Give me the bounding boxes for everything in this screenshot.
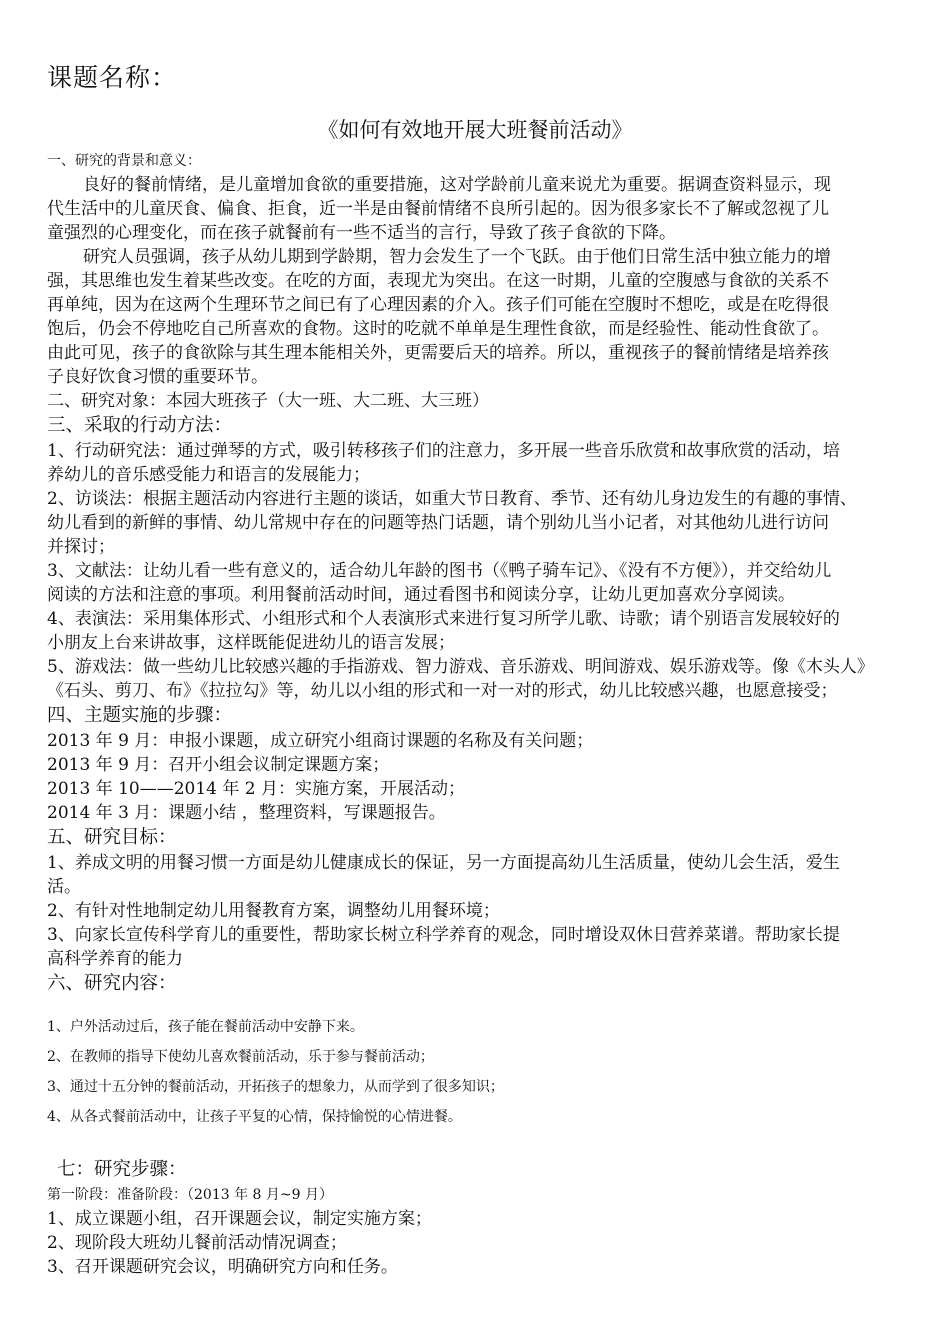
section-4-line: 2013 年 9 月：申报小课题，成立研究小组商讨课题的名称及有关问题；: [47, 731, 594, 751]
section-1-paragraph-2-line: 子良好饮食习惯的重要环节。: [47, 367, 268, 387]
section-3-heading: 三、采取的行动方法：: [47, 415, 233, 436]
section-3-line: 2、访谈法：根据主题活动内容进行主题的谈话，如重大节日教育、季节、还有幼儿身边发生的有趣的事情、: [47, 489, 857, 509]
section-3-line: 3、文献法：让幼儿看一些有意义的，适合幼儿年龄的图书（《鸭子骑车记》、《没有不方便》），并交给幼儿: [47, 561, 832, 581]
section-3-line: 阅读的方法和注意的事项。利用餐前活动时间，通过看图书和阅读分享，让幼儿更加喜欢分享阅读。: [47, 585, 795, 605]
section-3-line: 1、行动研究法：通过弹琴的方式，吸引转移孩子们的注意力，多开展一些音乐欣赏和故事欣赏的活动，培: [47, 441, 840, 461]
section-3-line: 并探讨；: [47, 537, 115, 557]
section-3-line: 小朋友上台来讲故事，这样既能促进幼儿的语言发展；: [47, 633, 455, 653]
section-1-paragraph-1-line: 代生活中的儿童厌食、偏食、拒食，近一半是由餐前情绪不良所引起的。因为很多家长不了解或忽视了儿: [47, 199, 829, 219]
section-1-paragraph-1-line: 良好的餐前情绪，是儿童增加食欲的重要措施，这对学龄前儿童来说尤为重要。据调查资料显示，现: [83, 175, 831, 195]
section-5-heading: 五、研究目标：: [47, 827, 177, 848]
section-2-line: 二、研究对象：本园大班孩子（大一班、大二班、大三班）: [47, 391, 489, 411]
section-1-paragraph-2-line: 饱后，仍会不停地吃自己所喜欢的食物。这时的吃就不单单是生理性食欲，而是经验性、能动性食欲了。: [47, 319, 829, 339]
section-6-line: 3、通过十五分钟的餐前活动，开拓孩子的想象力，从而学到了很多知识；: [47, 1079, 504, 1095]
section-4-line: 2013 年 9 月：召开小组会议制定课题方案；: [47, 755, 390, 775]
section-3-line: 养幼儿的音乐感受能力和语言的发展能力；: [47, 465, 370, 485]
section-1-paragraph-2-line: 再单纯，因为在这两个生理环节之间已有了心理因素的介入。孩子们可能在空腹时不想吃，或是在吃得很: [47, 295, 829, 315]
section-1-heading: 一、研究的背景和意义：: [47, 153, 201, 169]
section-1-paragraph-2-line: 强，其思维也发生着某些改变。在吃的方面，表现尤为突出。在这一时期，儿童的空腹感与食欲的关系不: [47, 271, 829, 291]
section-5-line: 3、向家长宣传科学育儿的重要性，帮助家长树立科学养育的观念，同时增设双休日营养菜谱。帮助家长提: [47, 925, 840, 945]
section-6-heading: 六、研究内容：: [47, 973, 177, 994]
section-1-paragraph-1-line: 童强烈的心理变化，而在孩子就餐前有一些不适当的言行，导致了孩子食欲的下降。: [47, 223, 676, 243]
document-heading: 课题名称：: [47, 63, 178, 92]
section-6-line: 4、从各式餐前活动中，让孩子平复的心情，保持愉悦的心情进餐。: [47, 1109, 462, 1125]
section-7-stage: 第一阶段：准备阶段：（2013 年 8 月~9 月）: [47, 1187, 333, 1203]
section-6-line: 2、在教师的指导下使幼儿喜欢餐前活动，乐于参与餐前活动；: [47, 1049, 434, 1065]
section-4-heading: 四、主题实施的步骤：: [47, 705, 233, 726]
section-7-line: 1、成立课题小组，召开课题会议，制定实施方案；: [47, 1209, 432, 1229]
section-5-line: 活。: [47, 877, 81, 897]
section-3-line: 幼儿看到的新鲜的事情、幼儿常规中存在的问题等热门话题，请个别幼儿当小记者，对其他幼儿进行访问: [47, 513, 829, 533]
section-7-heading: 七：研究步骤：: [57, 1159, 187, 1180]
section-6-line: 1、户外活动过后，孩子能在餐前活动中安静下来。: [47, 1019, 364, 1035]
section-1-paragraph-2-line: 由此可见，孩子的食欲除与其生理本能相关外，更需要后天的培养。所以，重视孩子的餐前情绪是培养孩: [47, 343, 829, 363]
section-4-line: 2014 年 3 月：课题小结 ，整理资料，写课题报告。: [47, 803, 446, 823]
section-3-line: 4、表演法：采用集体形式、小组形式和个人表演形式来进行复习所学儿歌、诗歌；请个别语言发展较好的: [47, 609, 840, 629]
section-5-line: 1、养成文明的用餐习惯一方面是幼儿健康成长的保证，另一方面提高幼儿生活质量，使幼儿会生活，爱生: [47, 853, 840, 873]
section-1-paragraph-2-line: 研究人员强调，孩子从幼儿期到学龄期，智力会发生了一个飞跃。由于他们日常生活中独立能力的增: [83, 247, 831, 267]
section-7-line: 2、现阶段大班幼儿餐前活动情况调查；: [47, 1233, 347, 1253]
body-block-research-content: [47, 1012, 909, 1132]
section-3-line: 《石头、剪刀、布》《拉拉勾》等，幼儿以小组的形式和一对一对的形式，幼儿比较感兴趣，也愿意接受；: [47, 681, 838, 701]
section-4-line: 2013 年 10——2014 年 2 月：实施方案，开展活动；: [47, 779, 465, 799]
body-block-research-steps: [47, 1157, 909, 1279]
section-5-line: 高科学养育的能力: [47, 949, 183, 969]
body-block-upper: [47, 149, 909, 997]
section-3-line: 5、游戏法：做一些幼儿比较感兴趣的手指游戏、智力游戏、音乐游戏、明间游戏、娱乐游戏等。像《木头人》: [47, 657, 874, 677]
section-7-line: 3、召开课题研究会议，明确研究方向和任务。: [47, 1257, 398, 1277]
section-5-line: 2、有针对性地制定幼儿用餐教育方案，调整幼儿用餐环境；: [47, 901, 500, 921]
document-title: 《如何有效地开展大班餐前活动》: [317, 118, 633, 142]
